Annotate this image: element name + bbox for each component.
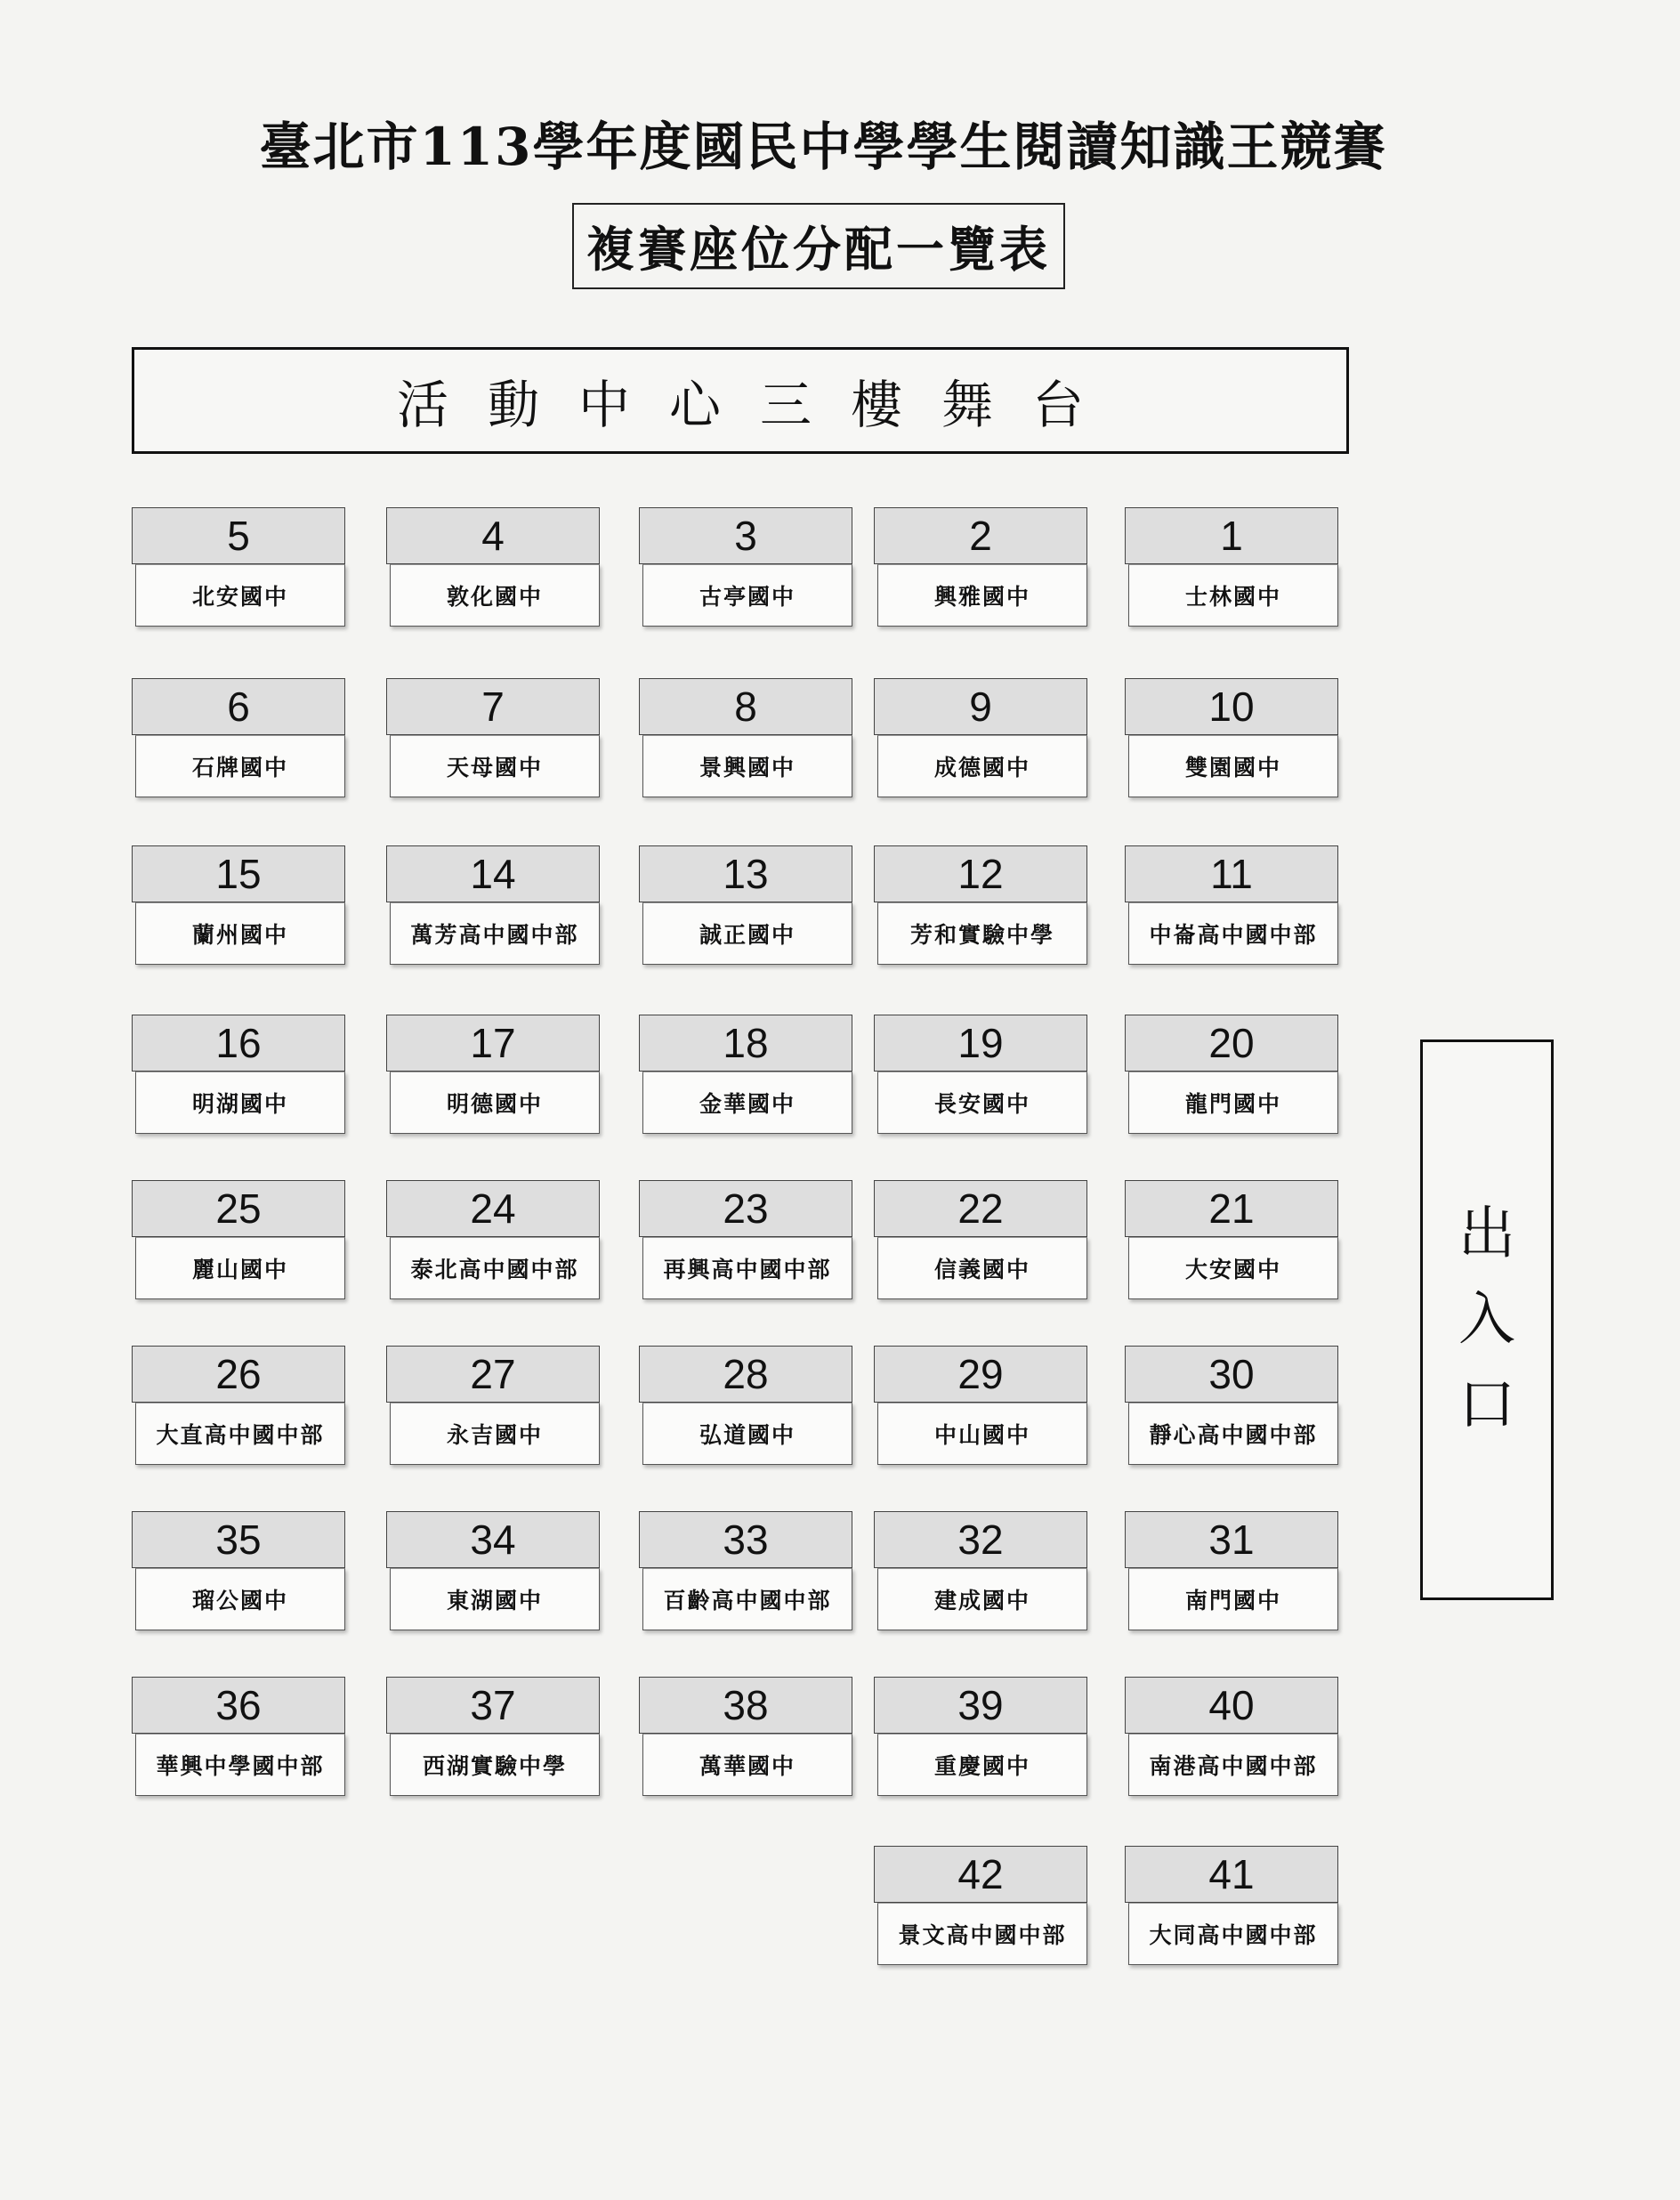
seat-school-name: 重慶國中 bbox=[877, 1734, 1087, 1796]
seat-card bbox=[639, 1180, 852, 1305]
seat-card bbox=[386, 1677, 600, 1801]
seat-number: 18 bbox=[639, 1015, 852, 1072]
seat-school-name: 萬華國中 bbox=[642, 1734, 852, 1796]
seat-school-name: 中崙高中國中部 bbox=[1128, 902, 1338, 965]
seat-card bbox=[132, 1677, 345, 1801]
seat-card bbox=[386, 1015, 600, 1139]
seat-school-name: 大安國中 bbox=[1128, 1237, 1338, 1299]
seat-card bbox=[1125, 1180, 1338, 1305]
seat-number: 11 bbox=[1125, 845, 1338, 902]
seat-school-name: 南門國中 bbox=[1128, 1568, 1338, 1630]
seat-card bbox=[1125, 1511, 1338, 1636]
seat-card bbox=[639, 845, 852, 970]
seat-card bbox=[132, 845, 345, 970]
seat-number: 14 bbox=[386, 845, 600, 902]
seat-school-name: 蘭州國中 bbox=[135, 902, 345, 965]
seat-number: 9 bbox=[874, 678, 1087, 735]
seat-number: 40 bbox=[1125, 1677, 1338, 1734]
seat-school-name: 信義國中 bbox=[877, 1237, 1087, 1299]
seat-number: 36 bbox=[132, 1677, 345, 1734]
seat-number: 23 bbox=[639, 1180, 852, 1237]
seat-school-name: 雙園國中 bbox=[1128, 735, 1338, 797]
seat-number: 35 bbox=[132, 1511, 345, 1568]
seat-card bbox=[386, 845, 600, 970]
seat-card bbox=[639, 507, 852, 632]
seat-school-name: 誠正國中 bbox=[642, 902, 852, 965]
seat-school-name: 興雅國中 bbox=[877, 564, 1087, 627]
seat-number: 25 bbox=[132, 1180, 345, 1237]
seat-school-name: 南港高中國中部 bbox=[1128, 1734, 1338, 1796]
seat-number: 31 bbox=[1125, 1511, 1338, 1568]
seat-number: 32 bbox=[874, 1511, 1087, 1568]
seat-card bbox=[874, 678, 1087, 803]
seat-school-name: 華興中學國中部 bbox=[135, 1734, 345, 1796]
page-subtitle: 複賽座位分配一覽表 bbox=[572, 203, 1065, 289]
seat-school-name: 北安國中 bbox=[135, 564, 345, 627]
seat-school-name: 明德國中 bbox=[390, 1072, 600, 1134]
seat-card bbox=[874, 1180, 1087, 1305]
seat-card bbox=[132, 1180, 345, 1305]
seat-card bbox=[1125, 1346, 1338, 1470]
seat-number: 10 bbox=[1125, 678, 1338, 735]
seat-card bbox=[1125, 507, 1338, 632]
seat-card bbox=[874, 507, 1087, 632]
seat-card bbox=[874, 1511, 1087, 1636]
seat-card bbox=[1125, 678, 1338, 803]
seat-number: 38 bbox=[639, 1677, 852, 1734]
seat-school-name: 大同高中國中部 bbox=[1128, 1903, 1338, 1965]
seat-number: 41 bbox=[1125, 1846, 1338, 1903]
seat-school-name: 古亭國中 bbox=[642, 564, 852, 627]
exit-char: 入 bbox=[1458, 1287, 1515, 1353]
seat-number: 30 bbox=[1125, 1346, 1338, 1403]
seat-card bbox=[132, 1346, 345, 1470]
seat-card bbox=[386, 678, 600, 803]
seat-school-name: 石牌國中 bbox=[135, 735, 345, 797]
seat-number: 26 bbox=[132, 1346, 345, 1403]
seat-number: 1 bbox=[1125, 507, 1338, 564]
seat-school-name: 建成國中 bbox=[877, 1568, 1087, 1630]
seat-card bbox=[874, 1677, 1087, 1801]
seat-card bbox=[132, 1511, 345, 1636]
seat-number: 19 bbox=[874, 1015, 1087, 1072]
seat-number: 24 bbox=[386, 1180, 600, 1237]
seat-school-name: 中山國中 bbox=[877, 1403, 1087, 1465]
seat-card bbox=[1125, 845, 1338, 970]
seat-number: 37 bbox=[386, 1677, 600, 1734]
seat-school-name: 大直高中國中部 bbox=[135, 1403, 345, 1465]
seat-school-name: 龍門國中 bbox=[1128, 1072, 1338, 1134]
seat-school-name: 士林國中 bbox=[1128, 564, 1338, 627]
seat-number: 13 bbox=[639, 845, 852, 902]
seat-number: 21 bbox=[1125, 1180, 1338, 1237]
seat-school-name: 敦化國中 bbox=[390, 564, 600, 627]
seat-number: 8 bbox=[639, 678, 852, 735]
seat-card bbox=[132, 678, 345, 803]
seat-card bbox=[639, 1346, 852, 1470]
seat-card bbox=[386, 1346, 600, 1470]
seat-card bbox=[386, 1511, 600, 1636]
seat-number: 2 bbox=[874, 507, 1087, 564]
seat-card bbox=[1125, 1846, 1338, 1970]
seat-card bbox=[874, 1346, 1087, 1470]
seat-card bbox=[386, 1180, 600, 1305]
exit-char: 口 bbox=[1458, 1372, 1515, 1438]
seat-school-name: 芳和實驗中學 bbox=[877, 902, 1087, 965]
seat-school-name: 靜心高中國中部 bbox=[1128, 1403, 1338, 1465]
seat-number: 12 bbox=[874, 845, 1087, 902]
exit-char: 出 bbox=[1458, 1201, 1515, 1267]
seat-number: 34 bbox=[386, 1511, 600, 1568]
seat-school-name: 天母國中 bbox=[390, 735, 600, 797]
seat-number: 42 bbox=[874, 1846, 1087, 1903]
seat-number: 3 bbox=[639, 507, 852, 564]
seat-card bbox=[874, 1015, 1087, 1139]
seat-number: 6 bbox=[132, 678, 345, 735]
seat-number: 39 bbox=[874, 1677, 1087, 1734]
seat-card bbox=[132, 507, 345, 632]
seat-number: 5 bbox=[132, 507, 345, 564]
seat-number: 7 bbox=[386, 678, 600, 735]
seat-school-name: 麗山國中 bbox=[135, 1237, 345, 1299]
seat-card bbox=[639, 1015, 852, 1139]
seat-school-name: 永吉國中 bbox=[390, 1403, 600, 1465]
seat-number: 15 bbox=[132, 845, 345, 902]
seat-school-name: 泰北高中國中部 bbox=[390, 1237, 600, 1299]
seat-number: 28 bbox=[639, 1346, 852, 1403]
seat-school-name: 弘道國中 bbox=[642, 1403, 852, 1465]
seat-number: 29 bbox=[874, 1346, 1087, 1403]
seat-school-name: 百齡高中國中部 bbox=[642, 1568, 852, 1630]
seat-card bbox=[639, 678, 852, 803]
seat-school-name: 明湖國中 bbox=[135, 1072, 345, 1134]
seat-card bbox=[1125, 1677, 1338, 1801]
seat-school-name: 金華國中 bbox=[642, 1072, 852, 1134]
seat-school-name: 景興國中 bbox=[642, 735, 852, 797]
seat-card bbox=[639, 1511, 852, 1636]
seat-number: 33 bbox=[639, 1511, 852, 1568]
stage-box: 活動中心三樓舞台 bbox=[132, 347, 1349, 454]
seat-school-name: 西湖實驗中學 bbox=[390, 1734, 600, 1796]
seat-number: 17 bbox=[386, 1015, 600, 1072]
seat-card bbox=[874, 1846, 1087, 1970]
seat-number: 22 bbox=[874, 1180, 1087, 1237]
seat-card bbox=[639, 1677, 852, 1801]
seat-number: 20 bbox=[1125, 1015, 1338, 1072]
seat-number: 4 bbox=[386, 507, 600, 564]
seat-school-name: 再興高中國中部 bbox=[642, 1237, 852, 1299]
seat-school-name: 瑠公國中 bbox=[135, 1568, 345, 1630]
seat-school-name: 成德國中 bbox=[877, 735, 1087, 797]
seat-card bbox=[132, 1015, 345, 1139]
seat-number: 27 bbox=[386, 1346, 600, 1403]
seat-number: 16 bbox=[132, 1015, 345, 1072]
seat-card bbox=[1125, 1015, 1338, 1139]
seat-school-name: 景文高中國中部 bbox=[877, 1903, 1087, 1965]
seat-school-name: 萬芳高中國中部 bbox=[390, 902, 600, 965]
seat-school-name: 長安國中 bbox=[877, 1072, 1087, 1134]
seat-school-name: 東湖國中 bbox=[390, 1568, 600, 1630]
seat-card bbox=[874, 845, 1087, 970]
page-title: 臺北市113學年度國民中學學生閱讀知識王競賽 bbox=[259, 117, 1387, 177]
seat-card bbox=[386, 507, 600, 632]
exit-box bbox=[1420, 1039, 1554, 1600]
